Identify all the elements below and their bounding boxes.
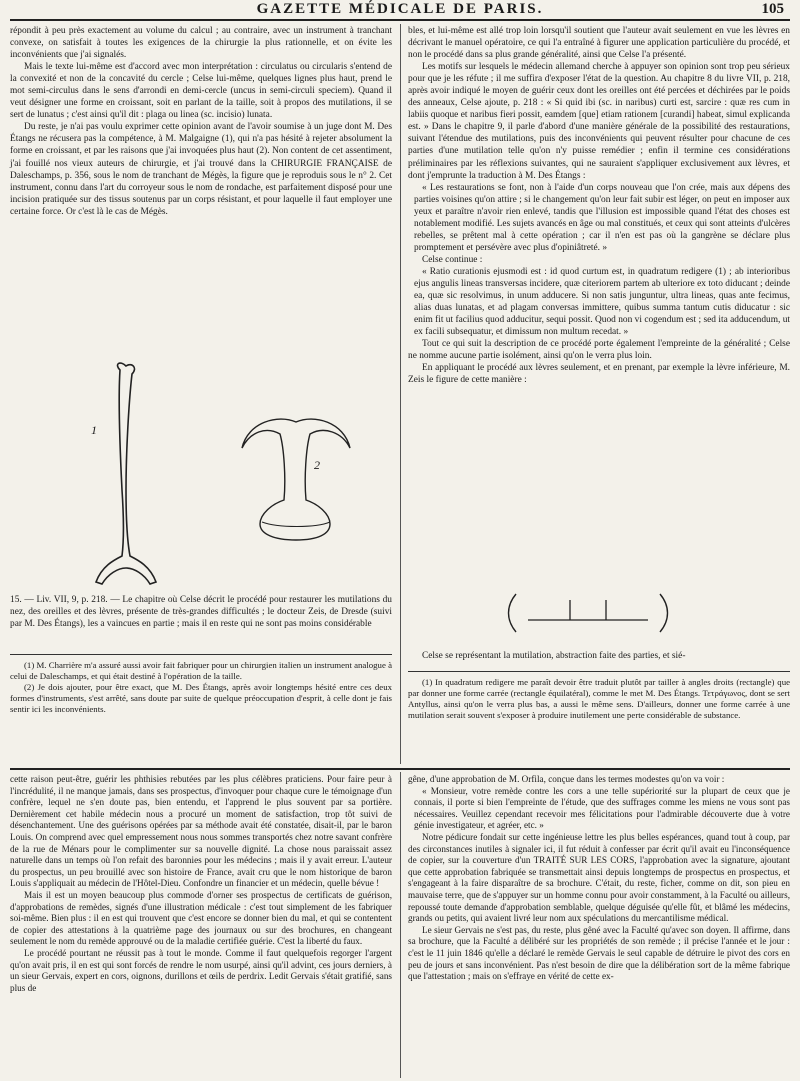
lower-paragraph: Notre pédicure fondait sur cette ingénieuse lettre les plus belles espérances, quand tout à coup, par des circonstances inutiles à signaler ici, il fut réduit à confesser par écrit qu'il avait eu l'inconséquence de copier, sur la couverture d'un TRAITÉ SUR LES CORS, l'approbation avec la signature, ajoutant que cette approbation fabriquée se transmettait ainsi depuis longtemps de prospectus en prospectus, et s'engageant à la faire disparaître de sa brochure. C'était, du reste, ficher, comme on dit, son pieu en mauvaise terre, que de s'appuyer sur un homme connu pour avoir constamment, à la Faculté ou ailleurs, repoussé toute demande d'approbation semblable, quelque déguisée qu'elle fût, et blâmé les médecins, grands ou petits, qui avaient livré leur nom aux spéculations du mercantilisme médical. (408, 831, 790, 924)
lower-paragraph: gêne, d'une approbation de M. Orfila, conçue dans les termes modestes qu'on va voir : (408, 774, 725, 784)
right-paragraph: Celse continue : (422, 254, 483, 265)
left-paragraph: Mais le texte lui-même est d'accord avec mon interprétation : circulatus ou circularis s'entend de la convexité et non de la concavité du cercle ; Celse lui-même, quelques lignes plus haut, prend le mot semi-circulus dans le sens d'arrondi en demi-cercle (uncus in semi-circuli speciem). Quand il veut désigner une forme en croissant, soit en parlant de la taille, soit à propos des mutilations, il se sert de lunatus ; c'est ainsi qu'il dit : plaga ou linea (sc. incisio) lunata. (10, 62, 392, 121)
lower-paragraph: Mais il est un moyen beaucoup plus commode d'orner ses prospectus de certificats de guérison, d'approbations de remèdes, signés d'une illustration médicale : c'est tout simplement de les fabriquer soi-même. Bien plus : il en est qui trouvent que c'est encore se donner bien du mal, et qui se contentent de copier des attestations à la quatrième page des journaux ou sur des brochures, en changeant seulement le nom du remède approuvé ou de la maladie certifiée guérie. C'est la liberté du faux. (10, 889, 392, 947)
right-quote: « Ratio curationis ejusmodi est : id quod curtum est, in quadratum redigere (1) ; ab interioribus ejus angulis lineas transversas incidere, quæ citeriorem partem ab ulteriore ex toto diducant ; deinde ea, quæ sic resolvimus, in unum adducere. Si non satis junguntur, ultra lineas, quas ante fecimus, alias duas lunatas, et ad plagam conversas immittere, quibus summa tantum cutis diducatur : sic enim fit ut facilius quod adducitur, sequi possit. Quod non vi cogendum est ; sed ita adducendum, ut ex facili subsequatur, et dimissum non multum recedat. » (414, 266, 790, 338)
right-paragraph: En appliquant le procédé aux lèvres seulement, et en prenant, par exemple la lèvre inférieure, M. Zeis le figure de cette manière : (408, 363, 790, 386)
left-footnotes (10, 660, 392, 715)
figure-label-2: 2 (314, 458, 320, 472)
footnote-rule-left (10, 654, 392, 655)
left-paragraph: Du reste, je n'ai pas voulu exprimer cette opinion avant de l'avoir soumise à un juge dont M. Des Étangs ne récusera pas la compétence, à M. Malgaigne (1), qui n'a pas hésité à rejeter absolument la forme en croissant, et par les raisons que j'ai invoquées plus haut (2). Non content de cet assentiment, j'ai fouillé nos vieux auteurs de chirurgie, et j'ai trouvé dans la CHIRURGIE FRANÇAISE de Daleschamps, p. 356, sous le nom de tranchant de Mégès, la figure que je reproduis sous le n° 2. Cet instrument, connu dans l'art du corroyeur sous le nom de rondache, est parfaitement disposé pour une incision pratiquée sur des tissus soutenus par un corps résistant, et pour laquelle il faut employer une certaine force. Or c'est là le cas de Mégès. (10, 122, 392, 217)
right-paragraph: Celse se représentant la mutilation, abstraction faite des parties, et sié- (422, 651, 686, 661)
footnote-rule-right (408, 671, 790, 672)
figure-instrument-2 (238, 408, 358, 548)
figure-label-1: 1 (91, 423, 97, 437)
lower-paragraph: Le procédé pourtant ne réussit pas à tout le monde. Comme il faut quelquefois regorger l'argent qu'on avait pris, il en est qui sont forcés de rendre le nom usurpé, ainsi qu'il advint, ces jours derniers, à un sieur Gervais, expert en cors, oignons, durillons et œils de perdrix. Ledit Gervais s'était gratifié, sans plus de (10, 947, 392, 993)
right-column-text (408, 25, 790, 386)
section-15-paragraph (10, 594, 392, 630)
page-number: 105 (761, 1, 784, 17)
page-title: GAZETTE MÉDICALE DE PARIS. (256, 1, 544, 17)
right-column-continuation (408, 650, 790, 662)
left-paragraph: répondit à peu près exactement au volume du calcul ; au contraire, avec un instrument à tranchant convexe, on satisfait à toutes les exigences de la chirurgie la plus rationnelle, et on évite les inconvénients que j'ai signalés. (10, 26, 392, 61)
lower-quote: « Monsieur, votre remède contre les cors a une telle supériorité sur la plupart de ceux que je connais, il porte si bien l'empreinte de l'étude, que des suffrages comme les miens ne vous sont pas nécessaires. Veuillez cependant recevoir mes félicitations pour l'admirable découverte due à votre génie investigateur, et agréer, etc. » (414, 785, 790, 831)
lower-column-rule (400, 772, 401, 1078)
column-rule (400, 24, 401, 764)
right-paragraph: Tout ce qui suit la description de ce procédé porte également l'empreinte de la généralité ; Celse ne nomme aucune partie isolément, ainsi qu'on le verra plus loin. (408, 339, 790, 362)
lower-paragraph: cette raison peut-être, guérir les phthisies rebutées par les plus célèbres praticiens. Pour faire peur à l'incrédulité, il ne manque jamais, dans ses prospectus, d'invoquer pour chaque cure le témoignage d'un confrère, lequel ne s'en doute pas, bien entendu, et l'apprend le plus souvent par sa portière. Dernièrement cet habile médecin nous a procuré un moment de satisfaction, trop tôt suivi de désenchantement. Une des guérisons opérées par sa méthode avait été constatée, disait-il, par le baron Louis. On comprend avec quel empressement nous nous sommes transportés chez notre savant confrère de la rue de Ménars pour le complimenter sur sa nouvelle dignité. La chose nous paraissait assez naturelle dans un temps où l'on refait des baronnies pour les médecins ; mais il y avait erreur. L'auteur du prospectus, un peu brouillé avec son histoire de France, avait cru que le nom historique de baron Louis s'appliquait au médecin de l'Hôtel-Dieu. Confondre un financier et un médecin, quelle bévue ! (10, 774, 392, 889)
figure-instrument-1 (80, 360, 170, 590)
right-paragraph: Les motifs sur lesquels le médecin allemand cherche à appuyer son opinion sont trop peu sérieux pour que je les réfute ; il me suffira d'exposer l'état de la question. Au chapitre 8 du livre VII, p. 218, après avoir indiqué le moyen de guérir ceux dont les oreilles ont été percées et déchirées par le poids des anneaux, Celse ajoute, p. 218 : « Si quid ibi (sc. in naribus) curti est, sarcire : quæ res cum in labiis quoque et naribus fieri possit, eamdem [que] etiam rationem [curandi] habeat, simul explicanda est. » Dans le chapitre 9, il parle d'abord d'une manière générale de la possibilité des restaurations, suivant l'étendue des mutilations, puis des inconvénients qui peuvent résulter pour chacune de ces parties d'une mutilation telle qu'on n'y puisse remédier ; enfin il termine ces considérations préliminaires par les réflexions suivantes, qui ne sauraient s'appliquer exclusivement aux lèvres, et dont j'emprunte la traduction à M. Des Étangs : (408, 62, 790, 181)
right-paragraph: bles, et lui-même est allé trop loin lorsqu'il soutient que l'auteur avait seulement en vue les lèvres en décrivant le manuel opératoire, ce qui l'a entraîné à figurer une application particulière du procédé, et non le procédé dans sa plus grande généralité, ainsi que Celse l'a présenté. (408, 26, 790, 61)
footnote: (2) Je dois ajouter, pour être exact, que M. Des Étangs, après avoir longtemps hésité entre ces deux formes d'instruments, s'est arrêté, sans doute par suite de quelque préoccupation d'esprit, à celle dont je fais sentir ici les inconvénients. (10, 682, 392, 715)
lower-paragraph: Le sieur Gervais ne s'est pas, du reste, plus gêné avec la Faculté qu'avec son doyen. Il affirme, dans sa brochure, que la Faculté a délibéré sur les propriétés de son remède ; il précise l'année et le jour : c'est le 11 juin 1846 qu'elle a déclaré le remède Gervais le seul capable de détruire le pivot des cors en peu de jours et sans inconvénient. Pas n'est besoin de dire que la délibération sort de la même fabrique que l'attestation ; mais on s'effraye en vérité de cette ex- (408, 924, 790, 982)
figure-lip-incision (508, 590, 668, 634)
feuilleton-rule (10, 768, 790, 770)
right-quote: « Les restaurations se font, non à l'aide d'un corps nouveau que l'on crée, mais aux dépens des parties voisines qu'on attire ; si le changement qu'on leur fait subir est léger, on peut en imposer aux yeux et paraître n'avoir rien enlevé, tandis que l'illusion est impossible quand l'état des choses est notablement modifié. Les sujets avancés en âge ou mal constitués, et ceux qui sont atteints d'ulcères rebelles, se prêtent mal à cette opération ; car il n'en est pas où la gangrène se déclare plus promptement et persévère avec plus d'opiniâtreté. » (414, 182, 790, 253)
lower-left-text (10, 774, 392, 994)
header-rule (10, 19, 790, 21)
right-footnote (408, 677, 790, 721)
left-column-text (10, 25, 392, 218)
footnote: (1) M. Charrière m'a assuré aussi avoir fait fabriquer pour un chirurgien italien un instrument analogue à celui de Daleschamps, et qui était destiné à l'opération de la taille. (10, 660, 392, 682)
section-15-text: 15. — Liv. VII, 9, p. 218. — Le chapitre où Celse décrit le procédé pour restaurer les mutilations du nez, des oreilles et des lèvres, présente de très-grandes difficultés ; le docteur Zeis, de Dresde (suivi par M. Des Étangs), les a vaincues en partie ; mais il en reste qui ne sont pas moins considérable (10, 595, 392, 629)
footnote: (1) In quadratum redigere me paraît devoir être traduit plutôt par tailler à angles droits (rectangle) que par donner une forme carrée (rectangle équilatéral), comme le met M. Des Étangs. Τετράγωνος, dont se sert Antyllus, ainsi qu'on le verra plus bas, a aussi le même sens. D'ailleurs, donner une forme carrée à une mutilation serait souvent s'exposer à produire inutilement une perte considérable de substance. (408, 677, 790, 721)
lower-right-text (408, 774, 790, 983)
